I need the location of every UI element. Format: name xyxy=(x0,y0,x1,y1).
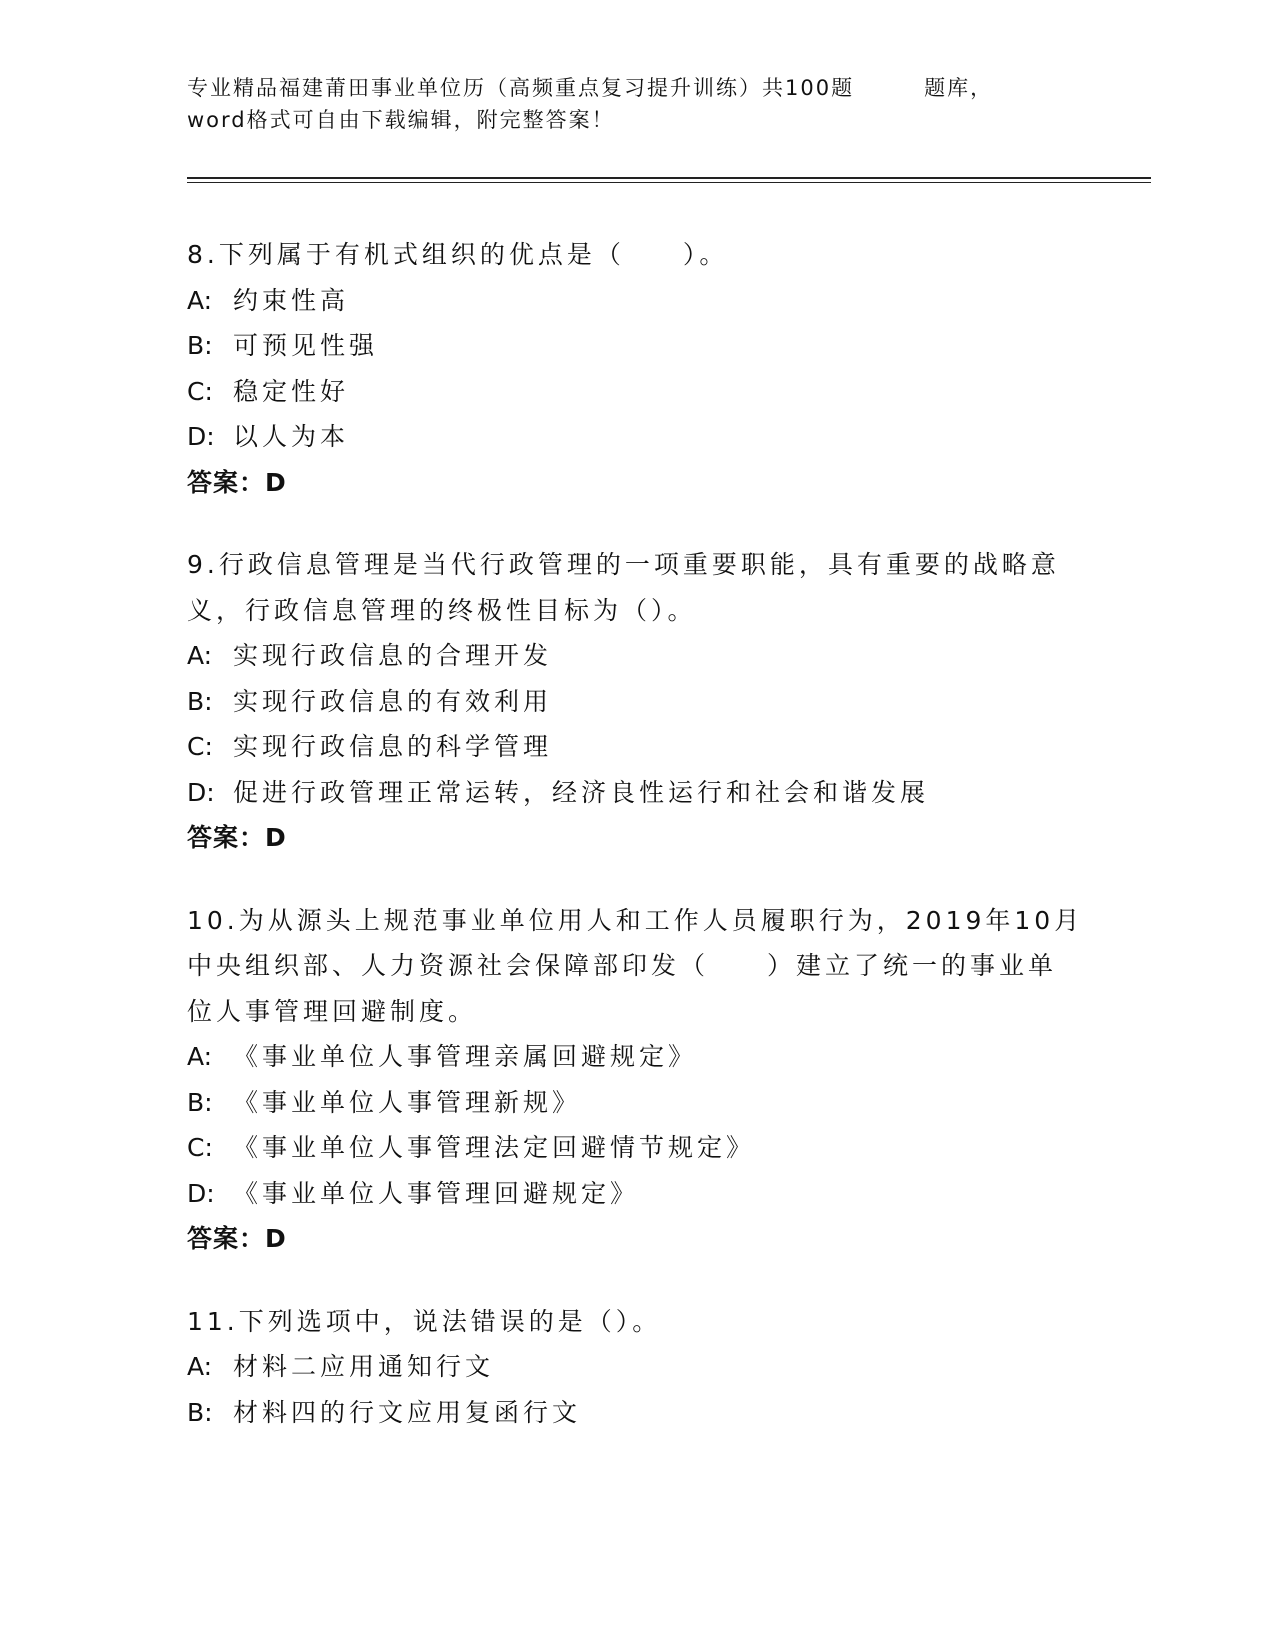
option-d xyxy=(187,414,1067,460)
question-11 xyxy=(187,1299,1067,1436)
header-line-1 xyxy=(187,72,1087,104)
question-10 xyxy=(187,898,1084,1262)
option-d xyxy=(187,1171,1067,1217)
question-stem: 中央组织部、人力资源社会保障部印发（ ）建立了统一的事业单 xyxy=(187,951,1058,980)
option-b xyxy=(187,1080,1067,1126)
option-text: 《事业单位人事管理回避规定》 xyxy=(233,1178,640,1208)
option-key: D: xyxy=(187,1178,215,1208)
question-stem: 位人事管理回避制度。 xyxy=(187,996,478,1026)
option-text: 《事业单位人事管理法定回避情节规定》 xyxy=(233,1133,756,1162)
option-d xyxy=(187,770,1067,816)
option-text: 材料二应用通知行文 xyxy=(233,1352,495,1381)
question-8 xyxy=(187,232,1067,505)
document-header xyxy=(187,72,1087,136)
option-a xyxy=(187,1034,1067,1080)
question-stem: 9.行政信息管理是当代行政管理的一项重要职能，具有重要的战略意 xyxy=(187,550,1060,579)
header-line-2: word格式可自由下载编辑，附完整答案！ xyxy=(187,108,615,132)
option-key: B: xyxy=(187,1087,213,1117)
option-text: 稳定性好 xyxy=(233,376,350,406)
option-c xyxy=(187,1125,1067,1171)
option-text: 材料四的行文应用复函行文 xyxy=(233,1397,582,1427)
question-stem: 8.下列属于有机式组织的优点是（ ）。 xyxy=(187,240,729,269)
header-divider-thin xyxy=(187,182,1151,183)
option-c xyxy=(187,724,1067,770)
option-key: B: xyxy=(187,331,213,360)
option-text: 实现行政信息的有效利用 xyxy=(233,686,553,716)
option-a xyxy=(187,1344,1067,1390)
option-key: D: xyxy=(187,422,215,451)
question-list xyxy=(187,232,1084,1472)
option-b xyxy=(187,679,1067,725)
option-text: 《事业单位人事管理亲属回避规定》 xyxy=(233,1042,698,1071)
question-stem: 义，行政信息管理的终极性目标为（）。 xyxy=(187,595,697,625)
option-text: 实现行政信息的合理开发 xyxy=(233,641,553,670)
question-stem: 10.为从源头上规范事业单位用人和工作人员履职行为，2019年10月 xyxy=(187,905,1084,935)
answer: 答案：D xyxy=(187,1224,287,1253)
answer: 答案：D xyxy=(187,823,287,852)
header-title-tail: 题库， xyxy=(924,76,994,100)
question-9 xyxy=(187,542,1067,861)
option-text: 可预见性强 xyxy=(233,331,379,360)
option-text: 《事业单位人事管理新规》 xyxy=(233,1087,582,1117)
option-key: C: xyxy=(187,1133,213,1162)
header-divider-thick xyxy=(187,177,1151,179)
option-text: 促进行政管理正常运转，经济良性运行和社会和谐发展 xyxy=(233,777,930,807)
option-key: A: xyxy=(187,285,213,315)
option-a xyxy=(187,278,1067,324)
option-key: A: xyxy=(187,1352,213,1381)
option-text: 以人为本 xyxy=(233,422,350,451)
option-c xyxy=(187,369,1067,415)
header-title: 专业精品福建莆田事业单位历（高频重点复习提升训练）共100题 xyxy=(187,76,855,100)
option-b xyxy=(187,1390,1067,1436)
option-a xyxy=(187,633,1067,679)
option-key: D: xyxy=(187,777,215,807)
answer: 答案：D xyxy=(187,467,287,497)
question-stem: 11.下列选项中，说法错误的是（）。 xyxy=(187,1306,662,1336)
option-key: A: xyxy=(187,641,213,670)
option-key: A: xyxy=(187,1042,213,1071)
option-text: 约束性高 xyxy=(233,285,350,315)
option-text: 实现行政信息的科学管理 xyxy=(233,732,553,761)
option-key: B: xyxy=(187,686,213,716)
option-key: B: xyxy=(187,1397,213,1427)
option-key: C: xyxy=(187,376,213,406)
option-b xyxy=(187,323,1067,369)
option-key: C: xyxy=(187,732,213,761)
